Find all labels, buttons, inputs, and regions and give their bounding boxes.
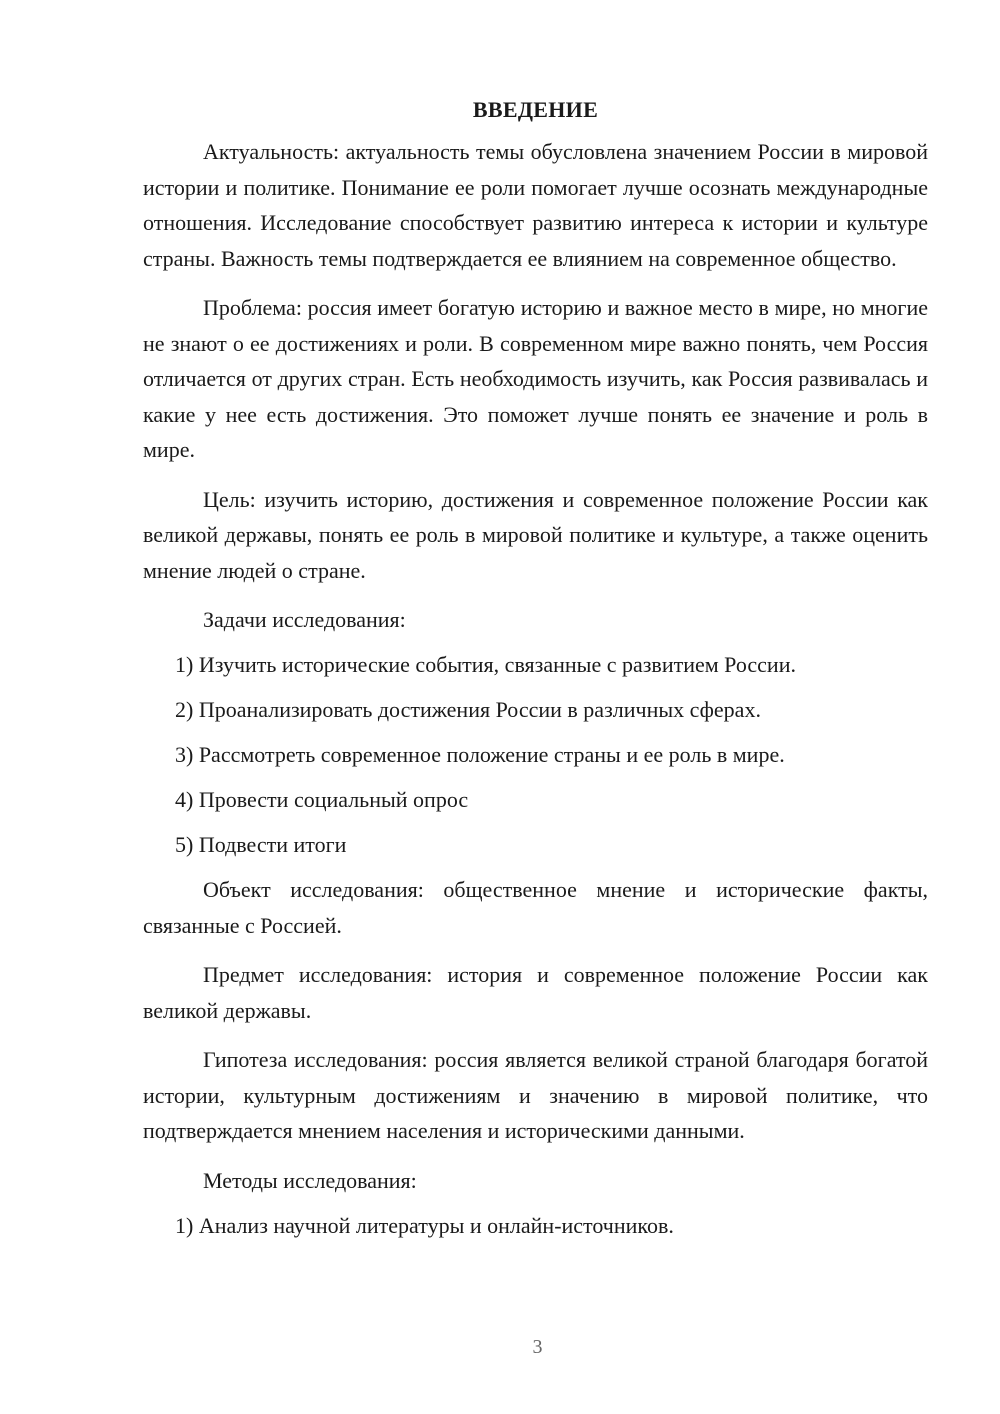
goal-paragraph: Цель: изучить историю, достижения и современное положение России как великой державы, понять ее роль в мировой политике и культуре, а также оценить мнение людей о стране. xyxy=(143,486,928,583)
subject-paragraph: Предмет исследования: история и современное положение России как великой державы. xyxy=(143,962,928,1023)
methods-list xyxy=(143,1208,928,1244)
page-number: 3 xyxy=(532,1336,543,1358)
methods-label: Методы исследования: xyxy=(203,1167,417,1193)
tasks-list xyxy=(143,647,928,863)
relevance-paragraph: Актуальность: актуальность темы обусловлена значением России в мировой истории и политике. Понимание ее роли помогает лучше осознать международные отношения. Исследование способствует развитию интереса к истории и культуре страны. Важность темы подтверждается ее влиянием на современное общество. xyxy=(143,139,928,271)
list-item: 2) Проанализировать достижения России в различных сферах. xyxy=(175,697,761,722)
tasks-label: Задачи исследования: xyxy=(203,607,406,632)
list-item: 4) Провести социальный опрос xyxy=(175,787,469,812)
page-title: ВВЕДЕНИЕ xyxy=(472,97,599,122)
problem-paragraph: Проблема: россия имеет богатую историю и важное место в мире, но многие не знают о ее достижениях и роли. В современном мире важно понять, чем Россия отличается от других стран. Есть необходимость изучить, как Россия развивалась и какие у нее есть достижения. Это поможет лучше понять ее значение и роль в мире. xyxy=(143,295,928,462)
document-page xyxy=(143,94,928,1253)
list-item: 1) Изучить исторические события, связанные с развитием России. xyxy=(175,652,796,677)
list-item: 3) Рассмотреть современное положение страны и ее роль в мире. xyxy=(175,742,785,767)
hypothesis-paragraph: Гипотеза исследования: россия является великой страной благодаря богатой истории, культурным достижениям и значению в мировой политике, что подтверждается мнением населения и историческими данными. xyxy=(143,1047,928,1143)
list-item: 1) Анализ научной литературы и онлайн-источников. xyxy=(175,1212,674,1238)
object-paragraph: Объект исследования: общественное мнение и исторические факты, связанные с Россией. xyxy=(143,877,928,938)
list-item: 5) Подвести итоги xyxy=(175,832,347,857)
